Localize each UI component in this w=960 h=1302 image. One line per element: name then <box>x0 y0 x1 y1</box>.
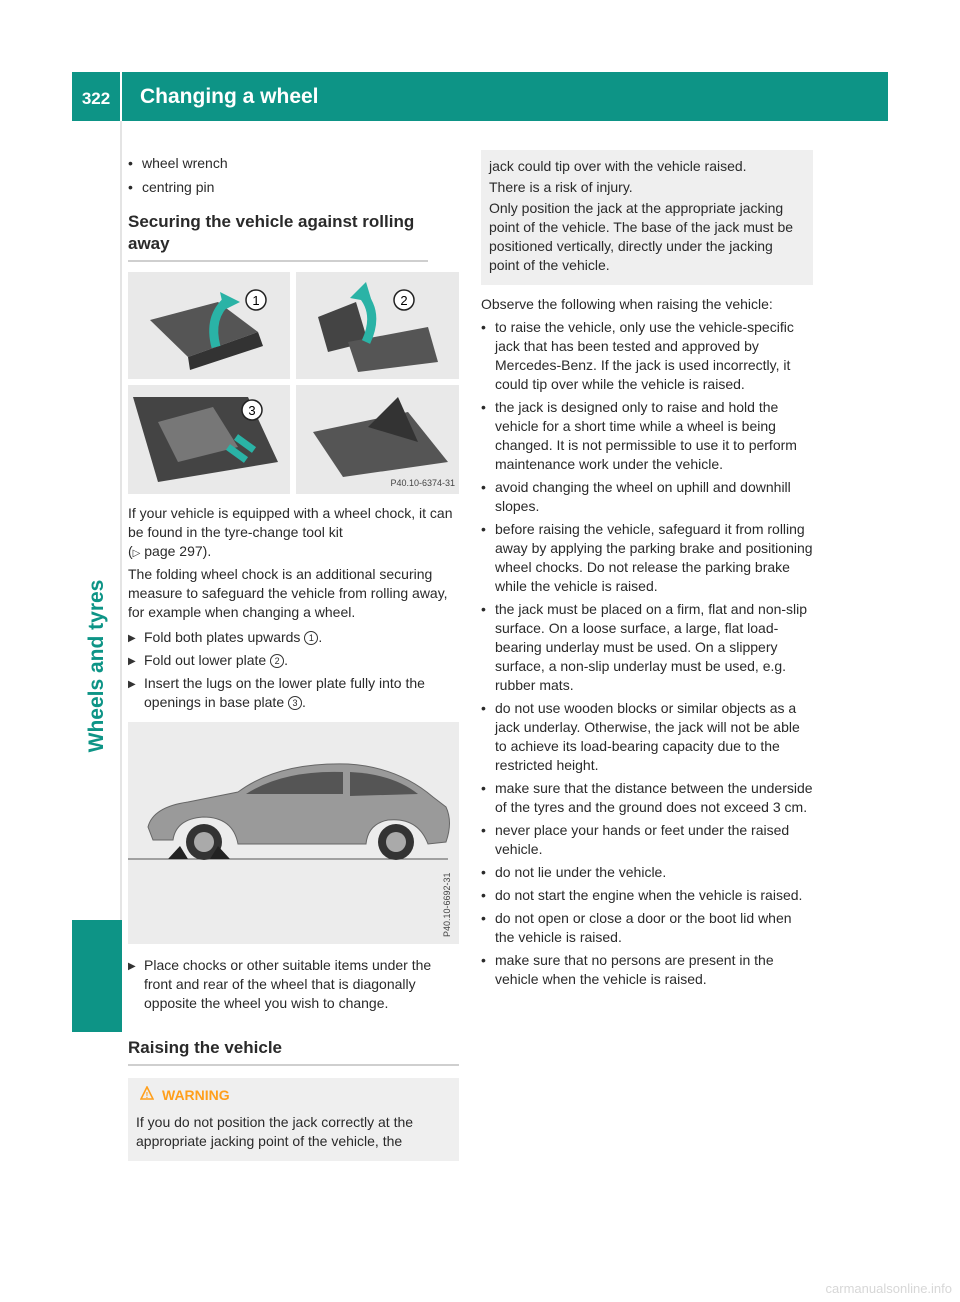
list-item: • before raising the vehicle, safeguard it from rolling away by applying the parking brake and positioning wheel chocks. Do not release the parking brake while the vehicle is raised. <box>481 520 813 596</box>
list-item: • to raise the vehicle, only use the vehicle-specific jack that has been tested and approved by Mercedes-Benz. If the jack is used incorrectly, it could tip over while the vehicle is raised. <box>481 318 813 394</box>
callout-1: 1 <box>252 293 260 308</box>
watermark: carmanualsonline.info <box>825 1281 952 1296</box>
callout-2: 2 <box>400 293 408 308</box>
paragraph: The folding wheel chock is an additional securing measure to safeguard the vehicle from rolling away, for example when changing a wheel. <box>128 566 448 620</box>
left-column <box>128 150 459 1161</box>
list-item: • never place your hands or feet under the raised vehicle. <box>481 821 813 859</box>
warning-text: There is a risk of injury. <box>489 179 633 195</box>
list-item: • do not start the engine when the vehicle is raised. <box>481 886 813 905</box>
figure-code: P40.10-6374-31 <box>390 478 455 488</box>
wheel-chock-illustration <box>128 272 459 494</box>
warning-icon <box>140 1086 154 1105</box>
step-callout: 3 <box>288 696 302 710</box>
triangle-arrow-icon: ▷ <box>132 548 141 559</box>
right-column <box>481 150 813 989</box>
list-item: • do not lie under the vehicle. <box>481 863 813 882</box>
chapter-title: Changing a wheel <box>140 84 319 108</box>
warning-label: WARNING <box>162 1087 230 1103</box>
warning-box-continued <box>481 150 813 285</box>
figure-code: P40.10-6692-31 <box>442 872 452 937</box>
warning-text: jack could tip over with the vehicle raised. <box>489 158 747 174</box>
list-item: • the jack must be placed on a firm, flat and non-slip surface. On a loose surface, a large, flat load-bearing underlay must be used. On a slippery surface, a non-slip underlay must be used, e.g. rubber mats. <box>481 600 813 695</box>
wheel-chock-figure <box>128 272 459 494</box>
list-item: • wheel wrench <box>128 154 459 173</box>
car-chocks-figure <box>128 722 459 944</box>
paragraph: Observe the following when raising the vehicle: <box>481 296 773 312</box>
list-item: • do not use wooden blocks or similar objects as a jack underlay. Otherwise, the jack will not be able to achieve its load-bearing capacity due to the restricted height. <box>481 699 813 775</box>
list-item: • centring pin <box>128 178 459 197</box>
list-item: • avoid changing the wheel on uphill and downhill slopes. <box>481 478 813 516</box>
section-heading: Securing the vehicle against rolling away <box>128 211 428 262</box>
step-callout: 2 <box>270 654 284 668</box>
list-item: • make sure that the distance between the underside of the tyres and the ground does not exceed 3 cm. <box>481 779 813 817</box>
section-sidebar <box>72 121 122 920</box>
warning-box <box>128 1078 459 1161</box>
svg-text:!: ! <box>145 1091 149 1100</box>
list-item: • do not open or close a door or the boot lid when the vehicle is raised. <box>481 909 813 947</box>
paragraph: If your vehicle is equipped with a wheel chock, it can be found in the tyre-change tool kit (▷ page 297). <box>128 505 453 559</box>
instruction-step: ▶ Place chocks or other suitable items under the front and rear of the wheel that is diagonally opposite the wheel you wish to change. <box>128 956 459 1013</box>
list-item: • make sure that no persons are present in the vehicle when the vehicle is raised. <box>481 951 813 989</box>
page-header <box>72 72 888 121</box>
instruction-step: ▶ Insert the lugs on the lower plate fully into the openings in base plate 3 . <box>128 674 459 712</box>
step-callout: 1 <box>304 631 318 645</box>
callout-3: 3 <box>248 403 256 418</box>
section-tab-label: Wheels and tyres <box>85 579 108 753</box>
list-item: • the jack is designed only to raise and hold the vehicle for a short time while a wheel is being changed. It is not permissible to use it to perform maintenance work under the vehicle. <box>481 398 813 474</box>
section-tab-marker <box>72 920 122 1032</box>
instruction-step: ▶ Fold both plates upwards 1 . <box>128 628 459 647</box>
instruction-step: ▶ Fold out lower plate 2 . <box>128 651 459 670</box>
section-heading: Raising the vehicle <box>128 1037 459 1066</box>
page-number: 322 <box>72 72 122 121</box>
page-reference-link[interactable]: page 297). <box>144 543 212 559</box>
car-with-chocks-illustration <box>128 722 459 944</box>
warning-text: If you do not position the jack correctly at the appropriate jacking point of the vehicle, the <box>136 1114 414 1149</box>
warning-text: Only position the jack at the appropriate jacking point of the vehicle. The base of the jack must be positioned vertically, directly under the jacking point of the vehicle. <box>489 200 794 273</box>
